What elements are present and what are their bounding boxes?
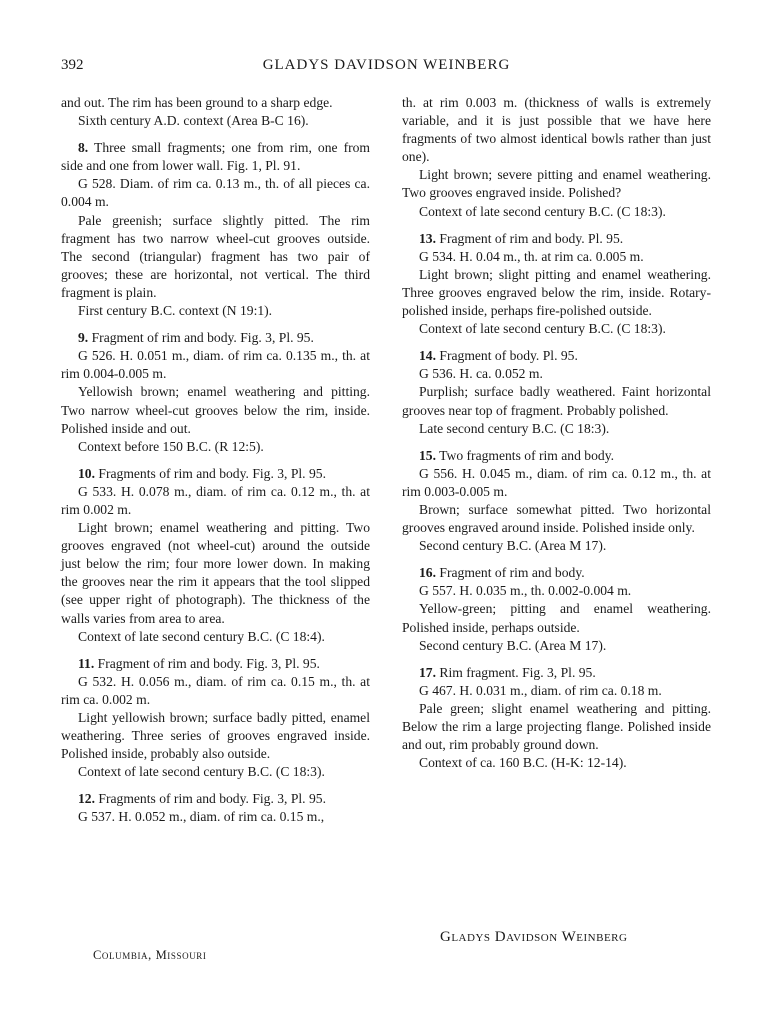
- page-header: [61, 57, 712, 79]
- entry-paragraph: Light brown; enamel weathering and pitting. Two grooves engraved (not wheel-cut) around the outside just below the rim; four more lower down. In making the grooves near the rim it appears that the tool slipped (see upper right of photograph). The thickness of the walls varies from area to area.: [61, 520, 370, 626]
- entry-paragraph: Pale green; slight enamel weathering and pitting. Below the rim a large projecting flange. Polished inside and out, rim probably ground down.: [402, 700, 711, 753]
- entry-number: 11.: [78, 655, 95, 671]
- entry-paragraph: G 528. Diam. of rim ca. 0.13 m., th. of all pieces ca. 0.004 m.: [61, 176, 370, 210]
- catalog-entry-17: [402, 664, 711, 773]
- entry-paragraph: Light yellowish brown; surface badly pitted, enamel weathering. Three series of grooves engraved inside. Polished inside, probably also outside.: [61, 710, 370, 762]
- entry-title: Fragment of rim and body. Pl. 95.: [439, 230, 624, 246]
- entry-paragraph: Context of late second century B.C. (C 18:3).: [78, 764, 325, 780]
- entry-number: 16.: [419, 565, 436, 581]
- left-column: [61, 94, 370, 827]
- entry-paragraph: First century B.C. context (N 19:1).: [78, 303, 273, 319]
- entry-paragraph: Context of ca. 160 B.C. (H-K: 12-14).: [419, 755, 627, 771]
- catalog-entry-12: [61, 790, 370, 826]
- entry-title: Fragments of rim and body. Fig. 3, Pl. 95.: [98, 791, 326, 807]
- continuation-line: Sixth century A.D. context (Area B-C 16).: [78, 113, 309, 129]
- entry-paragraph: G 526. H. 0.051 m., diam. of rim ca. 0.135 m., th. at rim 0.004-0.005 m.: [61, 348, 370, 382]
- entry-paragraph: Context of late second century B.C. (C 18:3).: [419, 321, 666, 337]
- entry-paragraph: Late second century B.C. (C 18:3).: [419, 420, 610, 436]
- entry-number: 9.: [78, 330, 89, 346]
- catalog-entry-16: [402, 564, 711, 654]
- entry-title: Fragment of rim and body. Fig. 3, Pl. 95.: [97, 655, 320, 671]
- continuation-line: and out. The rim has been ground to a sharp edge.: [61, 95, 333, 110]
- author-location: Columbia, Missouri: [93, 948, 207, 962]
- entry-paragraph: Second century B.C. (Area M 17).: [419, 637, 607, 653]
- entry-paragraph: G 533. H. 0.078 m., diam. of rim ca. 0.12 m., th. at rim 0.002 m.: [61, 483, 370, 517]
- entry-number: 13.: [419, 230, 436, 246]
- author-signature: Gladys Davidson Weinberg: [440, 929, 628, 945]
- continuation-line: Light brown; severe pitting and enamel weathering. Two grooves engraved inside. Polished?: [402, 167, 711, 201]
- entry-paragraph: Second century B.C. (Area M 17).: [419, 538, 607, 554]
- entry-title: Fragment of rim and body. Fig. 3, Pl. 95.: [91, 330, 314, 346]
- catalog-entry-15: [402, 447, 711, 556]
- entry-paragraph: G 537. H. 0.052 m., diam. of rim ca. 0.15 m.,: [78, 809, 325, 825]
- entry-paragraph: G 536. H. ca. 0.052 m.: [419, 366, 543, 382]
- page-number: 392: [61, 57, 84, 73]
- entry-paragraph: Purplish; surface badly weathered. Faint horizontal grooves near top of fragment. Probably polished.: [402, 384, 711, 418]
- entry-paragraph: Brown; surface somewhat pitted. Two horizontal grooves engraved around inside. Polished inside only.: [402, 501, 711, 536]
- entry-number: 15.: [419, 447, 436, 463]
- entry-paragraph: Pale greenish; surface slightly pitted. The rim fragment has two narrow wheel-cut grooves outside. The second (triangular) fragment has two pair of grooves; these are horizontal, not vertical. The third fragment is plain.: [61, 212, 370, 300]
- entry-paragraph: G 556. H. 0.045 m., diam. of rim ca. 0.12 m., th. at rim 0.003-0.005 m.: [402, 465, 711, 499]
- catalog-entry-11: [61, 655, 370, 782]
- entry-paragraph: Yellow-green; pitting and enamel weathering. Polished inside, perhaps outside.: [402, 601, 711, 635]
- entry-number: 14.: [419, 348, 436, 364]
- entry-title: Two fragments of rim and body.: [439, 447, 615, 463]
- continuation-line: th. at rim 0.003 m. (thickness of walls is extremely variable, and it is just possible that we have here fragments of two almost identical bowls rather than just one).: [402, 95, 711, 165]
- entry-paragraph: Context of late second century B.C. (C 18:4).: [78, 628, 325, 644]
- entry-number: 17.: [419, 664, 436, 680]
- catalog-entry-13: [402, 230, 711, 339]
- entry-title: Rim fragment. Fig. 3, Pl. 95.: [439, 664, 596, 680]
- running-title: GLADYS DAVIDSON WEINBERG: [262, 57, 511, 73]
- entry-number: 8.: [78, 140, 89, 156]
- entry-paragraph: G 532. H. 0.056 m., diam. of rim ca. 0.15 m., th. at rim ca. 0.002 m.: [61, 673, 370, 707]
- entry-paragraph: G 557. H. 0.035 m., th. 0.002-0.004 m.: [419, 583, 632, 599]
- catalog-entry-8: [61, 139, 370, 320]
- entry-number: 10.: [78, 465, 95, 481]
- entry-paragraph: G 467. H. 0.031 m., diam. of rim ca. 0.18 m.: [419, 682, 662, 698]
- entry-paragraph: Light brown; slight pitting and enamel weathering. Three grooves engraved below the rim, inside. Rotary-polished inside, perhaps fire-polished outside.: [402, 266, 711, 319]
- right-column: [402, 94, 711, 772]
- entry-title: Fragments of rim and body. Fig. 3, Pl. 95.: [98, 465, 326, 481]
- entry-paragraph: Yellowish brown; enamel weathering and pitting. Two narrow wheel-cut grooves below the rim, inside. Polished inside and out.: [61, 384, 370, 436]
- entry-paragraph: Context before 150 B.C. (R 12:5).: [78, 438, 264, 454]
- continuation-line: Context of late second century B.C. (C 18:3).: [419, 203, 666, 219]
- catalog-entry-9: [61, 329, 370, 456]
- entry-title: Fragment of rim and body.: [439, 565, 585, 581]
- entry-number: 12.: [78, 791, 95, 807]
- catalog-entry-10: [61, 465, 370, 646]
- entry-title: Fragment of body. Pl. 95.: [439, 348, 578, 364]
- entry-title: Three small fragments; one from rim, one from side and one from lower wall. Fig. 1, Pl. 91.: [61, 140, 370, 174]
- catalog-entry-14: [402, 347, 711, 437]
- entry-paragraph: G 534. H. 0.04 m., th. at rim ca. 0.005 m.: [419, 248, 644, 264]
